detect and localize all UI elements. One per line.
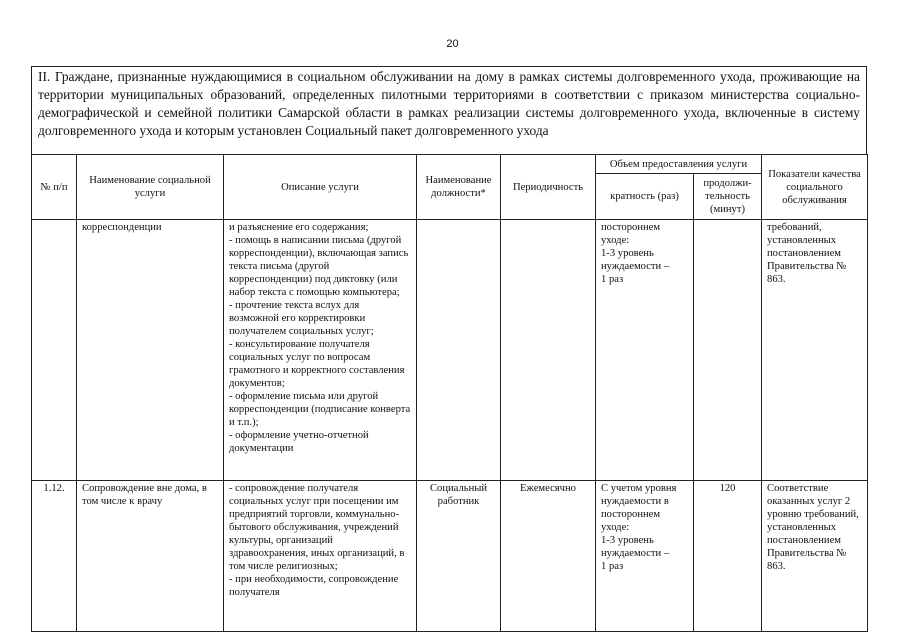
- row-periodicity: [501, 220, 596, 481]
- row-quality: Соответствие оказанных услуг 2 уровню требований, установленных постановлением Правительства № 863.: [762, 481, 868, 632]
- header-row: [32, 155, 868, 174]
- row-description: и разъяснение его содержания; - помощь в написании письма (другой корреспонденции), включающая запись текста письма (другой корреспонденции) под диктовку (или набор текста с помощью компьютера; - прочтение текста вслух для возможной его корректировки получателем социальных услуг; - консультирование получателя социальных услуг по вопросам грамотного и корректного составления документов; - оформление письма или другой корреспонденции (подписание конверта и т.п.); - оформление учетно-отчетной документации: [224, 220, 417, 481]
- section-heading: II. Граждане, признанные нуждающимися в социальном обслуживании на дому в рамках системы долговременного ухода, проживающие на территории муниципальных образований, определенных пилотными территориями в соответствии с приказом министерства социально-демографической и семейной политики Самарской области в рамках реализации системы долговременного ухода, включенные в систему долговременного ухода и которым установлен Социальный пакет долговременного ухода: [31, 66, 867, 154]
- header-duration: продолжи-тельность (минут): [694, 174, 762, 220]
- table-row: [32, 220, 868, 481]
- row-service-name: Сопровождение вне дома, в том числе к врачу: [77, 481, 224, 632]
- row-description: - сопровождение получателя социальных услуг при посещении им предприятий торговли, коммунально-бытового обслуживания, учреждений культуры, организаций здравоохранения, иных организаций, в том числе религиозных; - при необходимости, сопровождение получателя: [224, 481, 417, 632]
- table-row: [32, 481, 868, 632]
- row-position: Социальный работник: [417, 481, 501, 632]
- row-multiplicity: постороннем уходе: 1-3 уровень нуждаемости – 1 раз: [596, 220, 694, 481]
- header-quality: Показатели качества социального обслуживания: [762, 155, 868, 220]
- header-num: № п/п: [32, 155, 77, 220]
- row-quality: требований, установленных постановлением Правительства № 863.: [762, 220, 868, 481]
- row-duration: [694, 220, 762, 481]
- page-number: 20: [446, 38, 459, 50]
- header-multiplicity: кратность (раз): [596, 174, 694, 220]
- row-num: [32, 220, 77, 481]
- header-description: Описание услуги: [224, 155, 417, 220]
- services-table: [31, 154, 868, 632]
- row-num: 1.12.: [32, 481, 77, 632]
- row-service-name: корреспонденции: [77, 220, 224, 481]
- row-position: [417, 220, 501, 481]
- row-multiplicity: С учетом уровня нуждаемости в постороннем уходе: 1-3 уровень нуждаемости – 1 раз: [596, 481, 694, 632]
- header-position: Наименование должности*: [417, 155, 501, 220]
- header-service-name: Наименование социальной услуги: [77, 155, 224, 220]
- row-periodicity: Ежемесячно: [501, 481, 596, 632]
- row-duration: 120: [694, 481, 762, 632]
- header-periodicity: Периодичность: [501, 155, 596, 220]
- header-volume-group: Объем предоставления услуги: [596, 155, 762, 174]
